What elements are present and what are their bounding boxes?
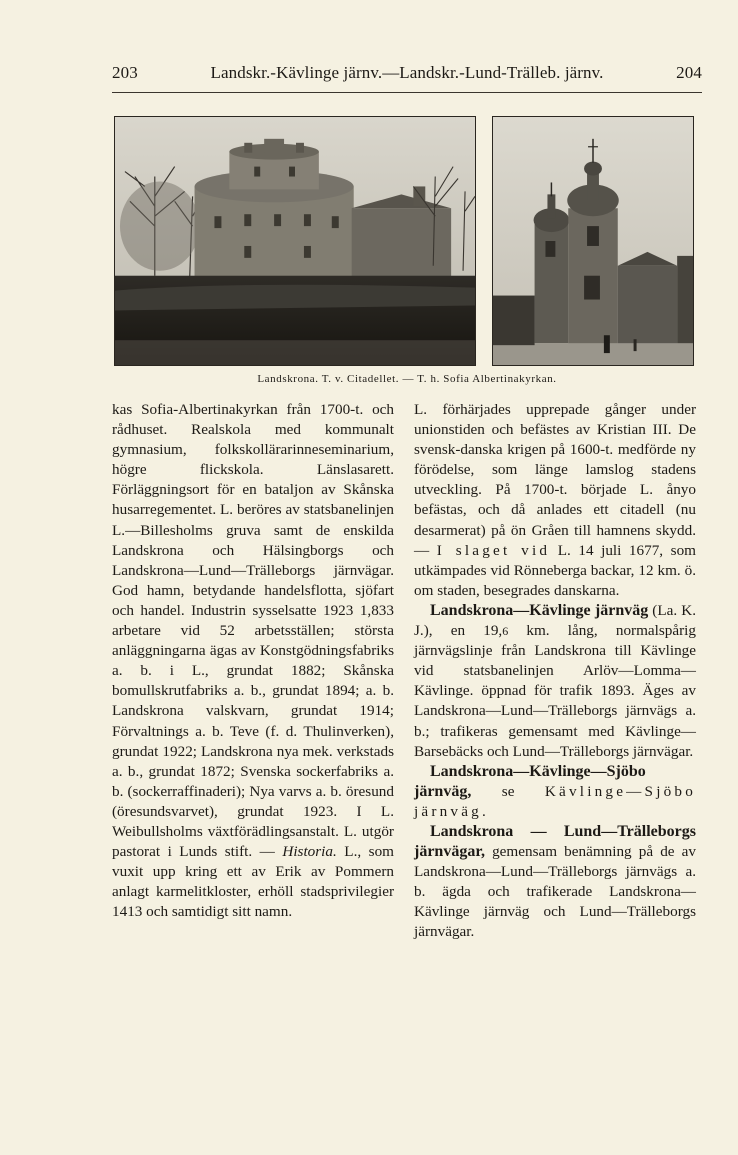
photo-church <box>492 116 694 366</box>
entry-p4-text-a: gemensam benämning på de av Landskrona—Lund—Trälleborgs järnvägs a. b. ägda och trafikerade Landskrona—Kävlinge järnväg och Lund—Trälleborgs järnvägar. <box>414 843 696 941</box>
text-column-left <box>112 400 394 922</box>
right-paragraph-1 <box>414 400 696 601</box>
entry-p3-text-a: se <box>471 782 545 800</box>
left-paragraph <box>112 400 394 922</box>
right-p1-spaced: I slaget vid <box>436 541 551 559</box>
entry-p2-text-b: km. lång, normalspårig järnvägslinje från Landskrona till Kävlinge vid statsbanelinjen Arlöv—Lomma—Kävlinge. öppnad för trafik 1893. Äges av Landskrona—Lund—Trälleborgs järnvägs a. b.; trafikeras gemensamt med Kävlinge—Barsebäcks och Lund—Trälleborgs järnvägar. <box>414 622 696 760</box>
right-p1-text-b: L. 14 juli 1677, som utkämpades vid Rönneberga backar, 12 km. ö. om staden, besegrades danskarna. <box>414 541 696 599</box>
left-text-b: L., som vuxit upp kring ett av Erik av Pommern anlagt karmelitkloster, erhöll stadsprivilegier 1413 och samtidigt sitt namn. <box>112 843 394 921</box>
entry-title-landskrona-kavlinge: Landskrona—Kävlinge järnväg <box>430 601 649 619</box>
entry-landskrona-lund-trelleborg <box>414 822 696 943</box>
right-p1-text-a: L. förhärjades upprepade gånger under unionstiden och befästes av Kristian III. De svensk-danska krigen på 1600-t. medförde ny förödelse, som länge lamslog stadens utveckling. På 1700-t. började L. ånyo befästas, och då anlades ett citadell (nu desarmerat) på ön Gråen till hamnens skydd. — <box>414 401 696 559</box>
photo-caption: Landskrona. T. v. Citadellet. — T. h. Sofia Albertinakyrkan. <box>257 373 557 385</box>
entry-title-landskrona-lund-trelleborg: Landskrona — Lund—Trälleborgs järnvägar, <box>414 822 696 861</box>
left-text-a: kas Sofia-Albertinakyrkan från 1700-t. och rådhuset. Realskola med kommunalt gymnasium, folkskollärarinneseminarium, högre flickskola. Länslasarett. Förläggningsort för en bataljon av Skånska husarregementet. L. beröres av statsbanelinjen L.—Billesholms gruva samt de enskilda Landskrona och Hälsingborgs och Landskrona—Lund—Trälleborgs järnvägar. God hamn, betydande handelsflotta, sjöfart och handel. Industrin sysselsatte 1923 1,833 arbetare vid 52 arbetsställen; största anläggningarna ägas av Konstgödningsfabriks a. b. i L., grundat 1882; Skånska bomullskrutfabriks a. b., grundat 1894; a. b. Landskrona valskvarn, grundat 1914; Förvaltnings a. b. Teve (f. d. Thulinverken), grundat 1922; Landskrona nya mek. verkstads a. b., grundat 1872; Svenska sockerfabriks a. b. (sockerraffinaderi); Nya varvs a. b. öresund (öresundsvarvet), grundat 1923. I L. Weibullsholms växtförädlingsanstalt. L. utgör pastorat i Lunds stift. — <box>112 401 394 861</box>
entry-p2-decimal: 6 <box>502 624 509 639</box>
text-column-right <box>414 400 696 943</box>
entry-p3-crossref: Kävlinge—Sjöbo järnväg. <box>414 782 696 820</box>
historia-label: Historia. <box>282 843 337 861</box>
page-number-left: 203 <box>112 63 138 82</box>
header-rule <box>112 92 702 93</box>
running-header <box>112 63 702 83</box>
entry-landskrona-kavlinge <box>414 601 696 762</box>
entry-title-landskrona-kavlinge-sjobo: Landskrona—Kävlinge—Sjöbo järnväg, <box>414 762 646 800</box>
photo-citadel <box>114 116 476 366</box>
header-title: Landskr.-Kävlinge järnv.—Landskr.-Lund-Trälleb. järnv. <box>210 63 604 82</box>
entry-landskrona-kavlinge-sjobo <box>414 762 696 822</box>
page-number-right: 204 <box>676 63 702 82</box>
entry-p2-text-a: (La. K. J.), en 19, <box>414 601 696 640</box>
